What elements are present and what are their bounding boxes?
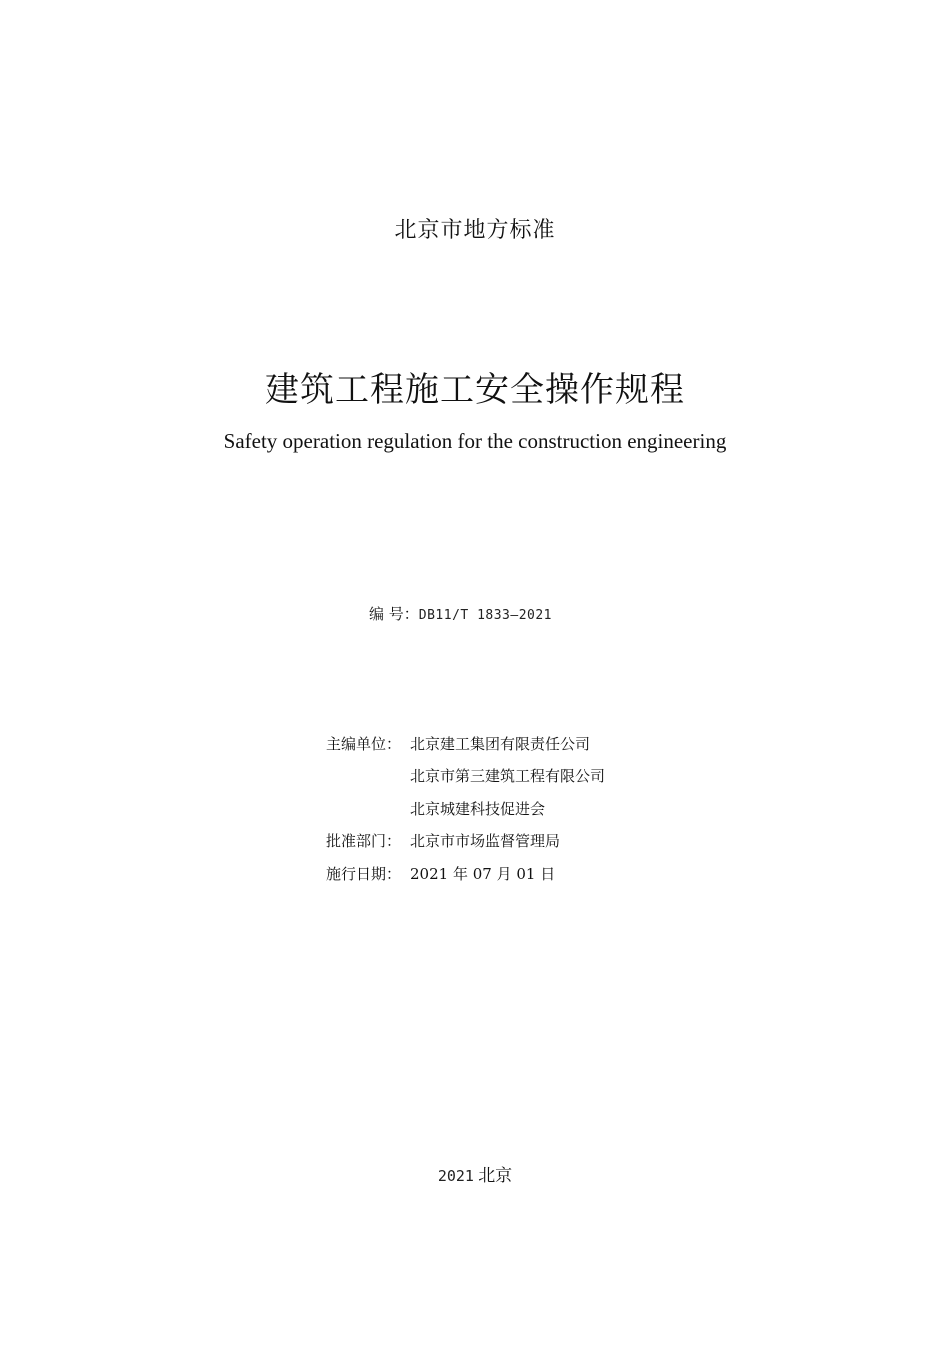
chief-editor-3: 北京城建科技促进会: [410, 800, 546, 818]
standard-number-value: DB11/T 1833—2021: [418, 608, 553, 623]
standard-number-row: [369, 603, 552, 624]
publication-city: 北京: [478, 1166, 513, 1186]
publication-year: 2021: [437, 1167, 474, 1185]
publication-footer: [0, 1161, 950, 1186]
approver-value: 北京市市场监督管理局: [410, 832, 561, 850]
effective-date-label: 施行日期：: [326, 865, 402, 883]
document-title-zh: 建筑工程施工安全操作规程: [265, 370, 685, 410]
approver-label: 批准部门：: [326, 832, 402, 850]
standard-number-label: 编 号：: [369, 605, 419, 623]
chief-editor-label: 主编单位：: [326, 735, 402, 753]
effective-date-row: [326, 863, 555, 884]
effective-date-value: 2021 年 07 月 01 日: [410, 865, 556, 883]
approver-row: [326, 830, 560, 851]
chief-editor-1: 北京建工集团有限责任公司: [410, 735, 591, 753]
document-title-en: Safety operation regulation for the construction engineering: [223, 429, 727, 453]
chief-editor-row: [326, 733, 590, 754]
standard-series-title: 北京市地方标准: [394, 218, 556, 243]
chief-editor-2: 北京市第三建筑工程有限公司: [410, 767, 606, 785]
